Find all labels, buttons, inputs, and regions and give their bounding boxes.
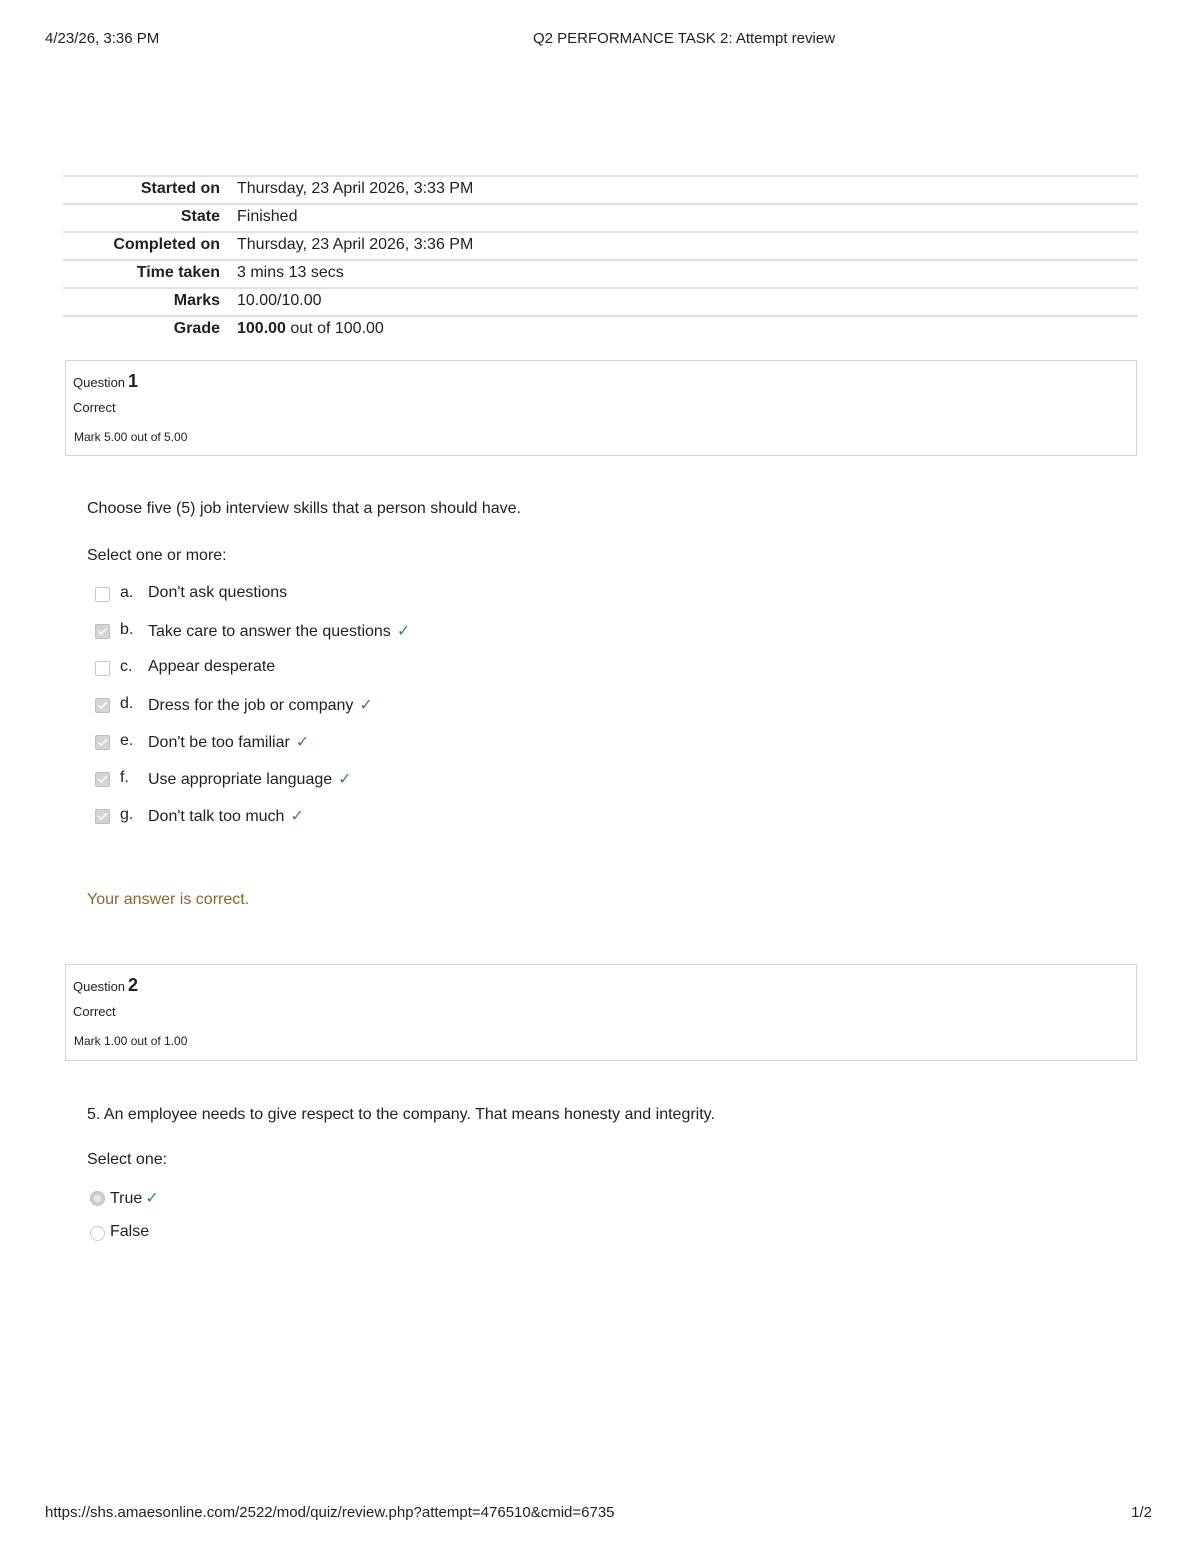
summary-value (237, 320, 384, 338)
question-state: Correct (73, 400, 116, 415)
option-letter: c. (120, 658, 133, 675)
option-letter: d. (120, 695, 134, 712)
summary-row-started-on (63, 177, 1138, 205)
summary-label: Started on (140, 180, 220, 197)
summary-value: Finished (237, 208, 298, 225)
option-text: Don't ask questions (148, 584, 288, 601)
correct-check-icon: ✓ (290, 808, 304, 825)
page-number: 1/2 (1131, 1504, 1152, 1521)
question-2-text: 5. An employee needs to give respect to the company. That means honesty and integrity. (87, 1106, 715, 1123)
question-num: 1 (128, 371, 139, 391)
summary-label: Completed on (113, 236, 220, 253)
summary-value: Thursday, 23 April 2026, 3:33 PM (237, 180, 474, 197)
option-letter: f. (120, 769, 129, 786)
print-footer (45, 1504, 1152, 1524)
page-title: Q2 PERFORMANCE TASK 2: Attempt review (533, 30, 836, 47)
option-text: False (110, 1223, 150, 1240)
page-url: https://shs.amaesonline.com/2522/mod/quiz/review.php?attempt=476510&cmid=6735 (45, 1504, 615, 1521)
question-grade: Mark 1.00 out of 1.00 (74, 1034, 188, 1048)
question-2-prompt: Select one: (87, 1151, 168, 1168)
print-header (45, 30, 1155, 50)
summary-label: Marks (173, 292, 220, 309)
correct-check-icon: ✓ (359, 697, 373, 714)
option-text: Appear desperate (148, 658, 276, 675)
summary-label: Grade (173, 320, 220, 337)
option-text: Use appropriate language (148, 771, 333, 788)
summary-label: Time taken (136, 264, 220, 281)
option-letter: b. (120, 621, 134, 638)
attempt-summary-table (63, 175, 1138, 343)
checkbox[interactable] (95, 772, 110, 787)
question-state: Correct (73, 1004, 116, 1019)
print-date: 4/23/26, 3:36 PM (45, 30, 160, 47)
summary-row-grade (63, 317, 1138, 343)
correct-check-icon: ✓ (396, 623, 411, 640)
grade-out-of: out of 100.00 (290, 320, 384, 337)
option-text: Dress for the job or company (148, 697, 354, 714)
question-1-prompt: Select one or more: (87, 547, 227, 564)
option-text: Don't be too familiar (148, 734, 290, 751)
summary-value: 10.00/10.00 (237, 292, 322, 309)
summary-label: State (180, 208, 220, 225)
question-num: 2 (128, 975, 139, 995)
checkbox[interactable] (95, 809, 110, 824)
correct-check-icon: ✓ (145, 1190, 159, 1207)
question-number (73, 975, 138, 996)
option-letter: a. (120, 584, 134, 601)
option-letter: e. (120, 732, 134, 749)
correct-check-icon: ✓ (338, 771, 352, 788)
radio-button[interactable] (90, 1226, 105, 1241)
question-label: Question (73, 375, 126, 390)
option-text: True (110, 1190, 143, 1207)
summary-value: 3 mins 13 secs (237, 264, 344, 281)
checkbox[interactable] (95, 698, 110, 713)
summary-row-time-taken (63, 261, 1138, 289)
question-label: Question (73, 979, 126, 994)
correct-check-icon: ✓ (295, 734, 310, 751)
option-letter: g. (120, 806, 134, 823)
grade-value: 100.00 (237, 320, 286, 337)
question-1-info (65, 360, 1137, 456)
option-text: Don't talk too much (148, 808, 285, 825)
summary-row-state (63, 205, 1138, 233)
checkbox[interactable] (95, 735, 110, 750)
summary-row-marks (63, 289, 1138, 317)
question-1-text: Choose five (5) job interview skills that a person should have. (87, 500, 521, 517)
question-2-info (65, 964, 1137, 1061)
checkbox[interactable] (95, 587, 110, 602)
question-grade: Mark 5.00 out of 5.00 (74, 430, 188, 444)
summary-value: Thursday, 23 April 2026, 3:36 PM (237, 236, 474, 253)
checkbox[interactable] (95, 661, 110, 676)
option-text: Take care to answer the questions (148, 623, 391, 640)
radio-button[interactable] (90, 1191, 105, 1206)
question-1-feedback: Your answer is correct. (87, 891, 250, 908)
question-number (73, 371, 138, 392)
summary-row-completed-on (63, 233, 1138, 261)
checkbox[interactable] (95, 624, 110, 639)
